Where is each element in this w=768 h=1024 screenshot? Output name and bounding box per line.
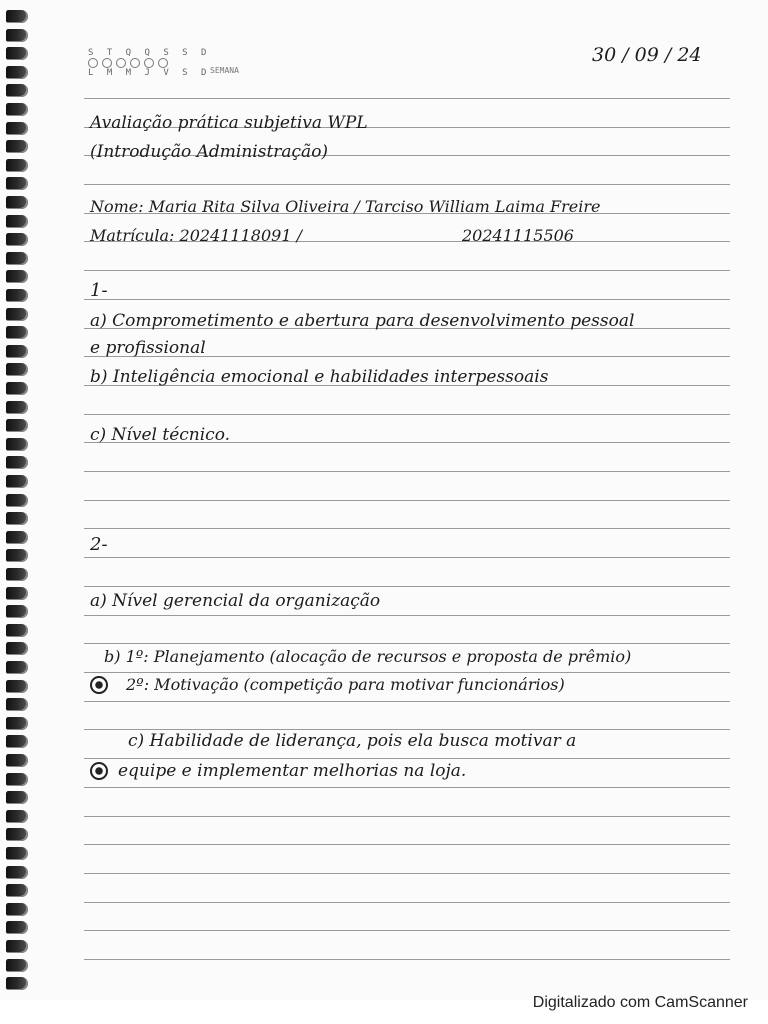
spiral-ring [6, 475, 28, 488]
registration-1: Matrícula: 20241118091 / [90, 226, 302, 245]
spiral-ring [6, 419, 28, 432]
spiral-ring [6, 810, 28, 823]
spiral-ring [6, 866, 28, 879]
week-label: SEMANA [210, 66, 239, 75]
spiral-ring [6, 642, 28, 655]
date-text: 30 / 09 / 24 [592, 44, 702, 66]
spiral-ring [6, 661, 28, 674]
spiral-ring [6, 438, 28, 451]
ruled-line [84, 930, 730, 931]
weekday-letters-bottom: L M M J V S D [88, 68, 211, 78]
ruled-line [84, 959, 730, 960]
spiral-ring [6, 29, 28, 42]
answer-1b: b) Inteligência emocional e habilidades interpessoais [90, 367, 549, 387]
spiral-ring [6, 289, 28, 302]
spiral-ring [6, 847, 28, 860]
spiral-ring [6, 717, 28, 730]
spiral-ring [6, 698, 28, 711]
spiral-ring [6, 587, 28, 600]
answer-2a: a) Nível gerencial da organização [90, 591, 381, 611]
spiral-ring [6, 66, 28, 79]
section-1-number: 1- [90, 280, 108, 301]
spiral-ring [6, 270, 28, 283]
spiral-ring [6, 215, 28, 228]
spiral-ring [6, 773, 28, 786]
ruled-line [84, 586, 730, 587]
circled-mark [90, 676, 108, 694]
ruled-line [84, 270, 730, 271]
spiral-ring [6, 921, 28, 934]
spiral-ring [6, 549, 28, 562]
spiral-ring [6, 903, 28, 916]
registration-2: 20241115506 [462, 226, 574, 245]
ruled-line [84, 471, 730, 472]
spiral-ring [6, 140, 28, 153]
spiral-ring [6, 177, 28, 190]
ruled-line [84, 844, 730, 845]
answer-2c-line-2: equipe e implementar melhorias na loja. [118, 761, 467, 781]
spiral-ring [6, 308, 28, 321]
answer-2b-line-1: b) 1º: Planejamento (alocação de recursos e proposta de prêmio) [104, 647, 632, 666]
answer-1a-line-2: e profissional [90, 338, 206, 358]
spiral-ring [6, 122, 28, 135]
spiral-ring [6, 363, 28, 376]
ruled-line [84, 299, 730, 300]
spiral-ring [6, 791, 28, 804]
spiral-ring [6, 959, 28, 972]
weekday-letters-top: S T Q Q S S D [88, 48, 211, 58]
spiral-ring [6, 456, 28, 469]
spiral-ring [6, 401, 28, 414]
spiral-ring [6, 84, 28, 97]
camscanner-watermark: Digitalizado com CamScanner [532, 994, 748, 1011]
spiral-ring [6, 940, 28, 953]
ruled-line [84, 873, 730, 874]
ruled-line [84, 672, 730, 673]
title-line-1: Avaliação prática subjetiva WPL [90, 113, 368, 133]
spiral-ring [6, 159, 28, 172]
spiral-ring [6, 345, 28, 358]
weekday-circles [88, 58, 210, 68]
spiral-ring [6, 512, 28, 525]
ruled-line [84, 184, 730, 185]
spiral-ring [6, 735, 28, 748]
student-names: Nome: Maria Rita Silva Oliveira / Tarciso William Laima Freire [90, 197, 601, 216]
ruled-line [84, 528, 730, 529]
spiral-ring [6, 977, 28, 990]
spiral-ring [6, 103, 28, 116]
spiral-ring [6, 605, 28, 618]
spiral-ring [6, 47, 28, 60]
spiral-ring [6, 828, 28, 841]
ruled-line [84, 615, 730, 616]
weekday-header [88, 48, 239, 78]
title-line-2: (Introdução Administração) [90, 142, 329, 162]
section-2-number: 2- [90, 534, 108, 555]
spiral-ring [6, 754, 28, 767]
ruled-line [84, 414, 730, 415]
ruled-line [84, 643, 730, 644]
spiral-ring [6, 326, 28, 339]
ruled-line [84, 787, 730, 788]
spiral-ring [6, 884, 28, 897]
spiral-ring [6, 624, 28, 637]
ruled-line [84, 98, 730, 99]
spiral-ring [6, 382, 28, 395]
spiral-ring [6, 531, 28, 544]
answer-1a-line-1: a) Comprometimento e abertura para desenvolvimento pessoal [90, 311, 635, 331]
ruled-line [84, 758, 730, 759]
spiral-ring [6, 680, 28, 693]
spiral-ring [6, 568, 28, 581]
ruled-line [84, 902, 730, 903]
ruled-line [84, 816, 730, 817]
ruled-line [84, 701, 730, 702]
ruled-line [84, 557, 730, 558]
answer-2c-line-1: c) Habilidade de liderança, pois ela busca motivar a [128, 731, 577, 751]
spiral-ring [6, 233, 28, 246]
answer-2b-line-2: 2º: Motivação (competição para motivar funcionários) [126, 675, 565, 694]
spiral-ring [6, 196, 28, 209]
ruled-line [84, 500, 730, 501]
spiral-ring [6, 10, 28, 23]
circled-mark [90, 762, 108, 780]
spiral-ring [6, 494, 28, 507]
answer-1c: c) Nível técnico. [90, 425, 231, 445]
spiral-ring [6, 252, 28, 265]
